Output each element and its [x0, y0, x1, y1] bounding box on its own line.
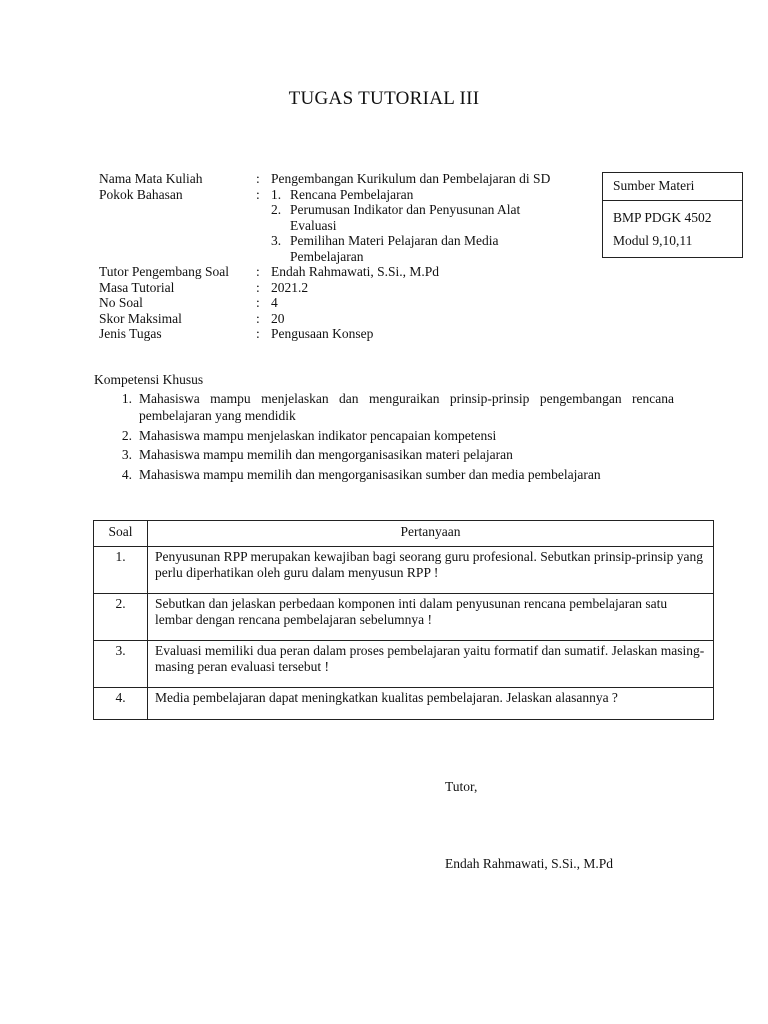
info-value: [271, 187, 589, 265]
info-colon: :: [256, 295, 260, 310]
info-label: No Soal: [99, 295, 143, 310]
list-number: 1.: [121, 390, 132, 406]
table-row: [94, 688, 714, 720]
list-text: Mahasiswa mampu memilih dan mengorganisasikan sumber dan media pembelajaran: [139, 466, 601, 482]
kompetensi-heading: Kompetensi Khusus: [94, 372, 204, 387]
list-number: 3.: [121, 447, 132, 462]
column-header-soal: Soal: [94, 521, 148, 547]
info-colon: :: [256, 186, 260, 202]
info-label: Nama Mata Kuliah: [99, 171, 203, 186]
table-row: [94, 641, 714, 688]
pokok-bahasan-list: [271, 187, 589, 265]
info-row-tutor: [99, 264, 589, 280]
info-value: 20: [271, 310, 285, 326]
list-number: 1.: [271, 186, 282, 202]
signature-label: Tutor,: [445, 779, 478, 794]
table-row: [94, 594, 714, 641]
list-text: Mahasiswa mampu menjelaskan dan menguraikan prinsip-prinsip pengembangan rencana pembelajaran yang mendidik: [139, 390, 674, 423]
question-text: Media pembelajaran dapat meningkatkan kualitas pembelajaran. Jelaskan alasannya ?: [148, 688, 714, 720]
info-row-jenis: [99, 326, 589, 342]
info-row-nosoal: [99, 295, 589, 311]
kompetensi-list: [94, 390, 674, 484]
question-text: Evaluasi memiliki dua peran dalam proses pembelajaran yaitu formatif dan sumatif. Jelaskan masing-masing peran evaluasi tersebut !: [148, 641, 714, 688]
question-text: Sebutkan dan jelaskan perbedaan komponen inti dalam penyusunan rencana pembelajaran satu lembar dengan rencana pembelajaran sebelumnya !: [148, 594, 714, 641]
list-item: [271, 187, 589, 203]
info-label: Masa Tutorial: [99, 279, 175, 295]
info-row-skor: [99, 311, 589, 327]
list-number: 2.: [121, 427, 132, 443]
list-text: Mahasiswa mampu menjelaskan indikator pencapaian kompetensi: [139, 427, 497, 443]
column-header-pertanyaan: Pertanyaan: [148, 521, 714, 547]
info-value: Endah Rahmawati, S.Si., M.Pd: [271, 264, 439, 279]
info-label: Tutor Pengembang Soal: [99, 264, 230, 279]
course-info: [99, 171, 589, 342]
question-text: Penyusunan RPP merupakan kewajiban bagi seorang guru profesional. Sebutkan prinsip-prinsip yang perlu diperhatikan oleh guru dalam menyusun RPP !: [148, 547, 714, 594]
sumber-materi-body: [603, 201, 742, 257]
info-colon: :: [256, 310, 260, 326]
kompetensi-khusus: [94, 372, 674, 483]
list-item: [271, 202, 589, 233]
info-colon: :: [256, 264, 260, 279]
info-colon: :: [256, 171, 260, 186]
list-text: Mahasiswa mampu memilih dan mengorganisasikan materi pelajaran: [139, 447, 513, 462]
sumber-materi-header: Sumber Materi: [603, 173, 742, 201]
info-colon: :: [256, 326, 260, 341]
list-text: Perumusan Indikator dan Penyusunan Alat Evaluasi: [290, 202, 521, 233]
info-row-masa: [99, 280, 589, 296]
info-label: Jenis Tugas: [99, 326, 162, 341]
list-number: 4.: [121, 466, 132, 482]
signature-name: Endah Rahmawati, S.Si., M.Pd: [445, 856, 613, 871]
info-label: Pokok Bahasan: [99, 186, 183, 202]
info-label: Skor Maksimal: [99, 310, 182, 326]
list-item: [94, 446, 674, 464]
info-row-nama: [99, 171, 589, 187]
info-value: Pengembangan Kurikulum dan Pembelajaran di SD: [271, 171, 551, 186]
table-header-row: [94, 521, 714, 547]
table-row: [94, 547, 714, 594]
sumber-modul: Modul 9,10,11: [613, 233, 693, 248]
question-number: 4.: [94, 688, 148, 720]
sumber-book: BMP PDGK 4502: [613, 209, 712, 225]
sumber-materi-box: [602, 172, 743, 258]
info-colon: :: [256, 279, 260, 295]
question-table: [93, 520, 714, 720]
question-number: 3.: [94, 641, 148, 688]
question-number: 2.: [94, 594, 148, 641]
list-item: [94, 427, 674, 445]
list-item: [94, 390, 674, 425]
document-title: TUGAS TUTORIAL III: [288, 88, 480, 109]
info-value: 4: [271, 295, 278, 310]
question-number: 1.: [94, 547, 148, 594]
info-value: Pengusaan Konsep: [271, 326, 374, 341]
list-text: Pemilihan Materi Pelajaran dan Media Pembelajaran: [290, 233, 499, 264]
list-number: 2.: [271, 202, 282, 217]
info-value: 2021.2: [271, 279, 309, 295]
list-number: 3.: [271, 233, 282, 248]
list-item: [271, 233, 589, 264]
list-item: [94, 466, 674, 484]
list-text: Rencana Pembelajaran: [290, 186, 414, 202]
info-row-pokok: [99, 187, 589, 265]
